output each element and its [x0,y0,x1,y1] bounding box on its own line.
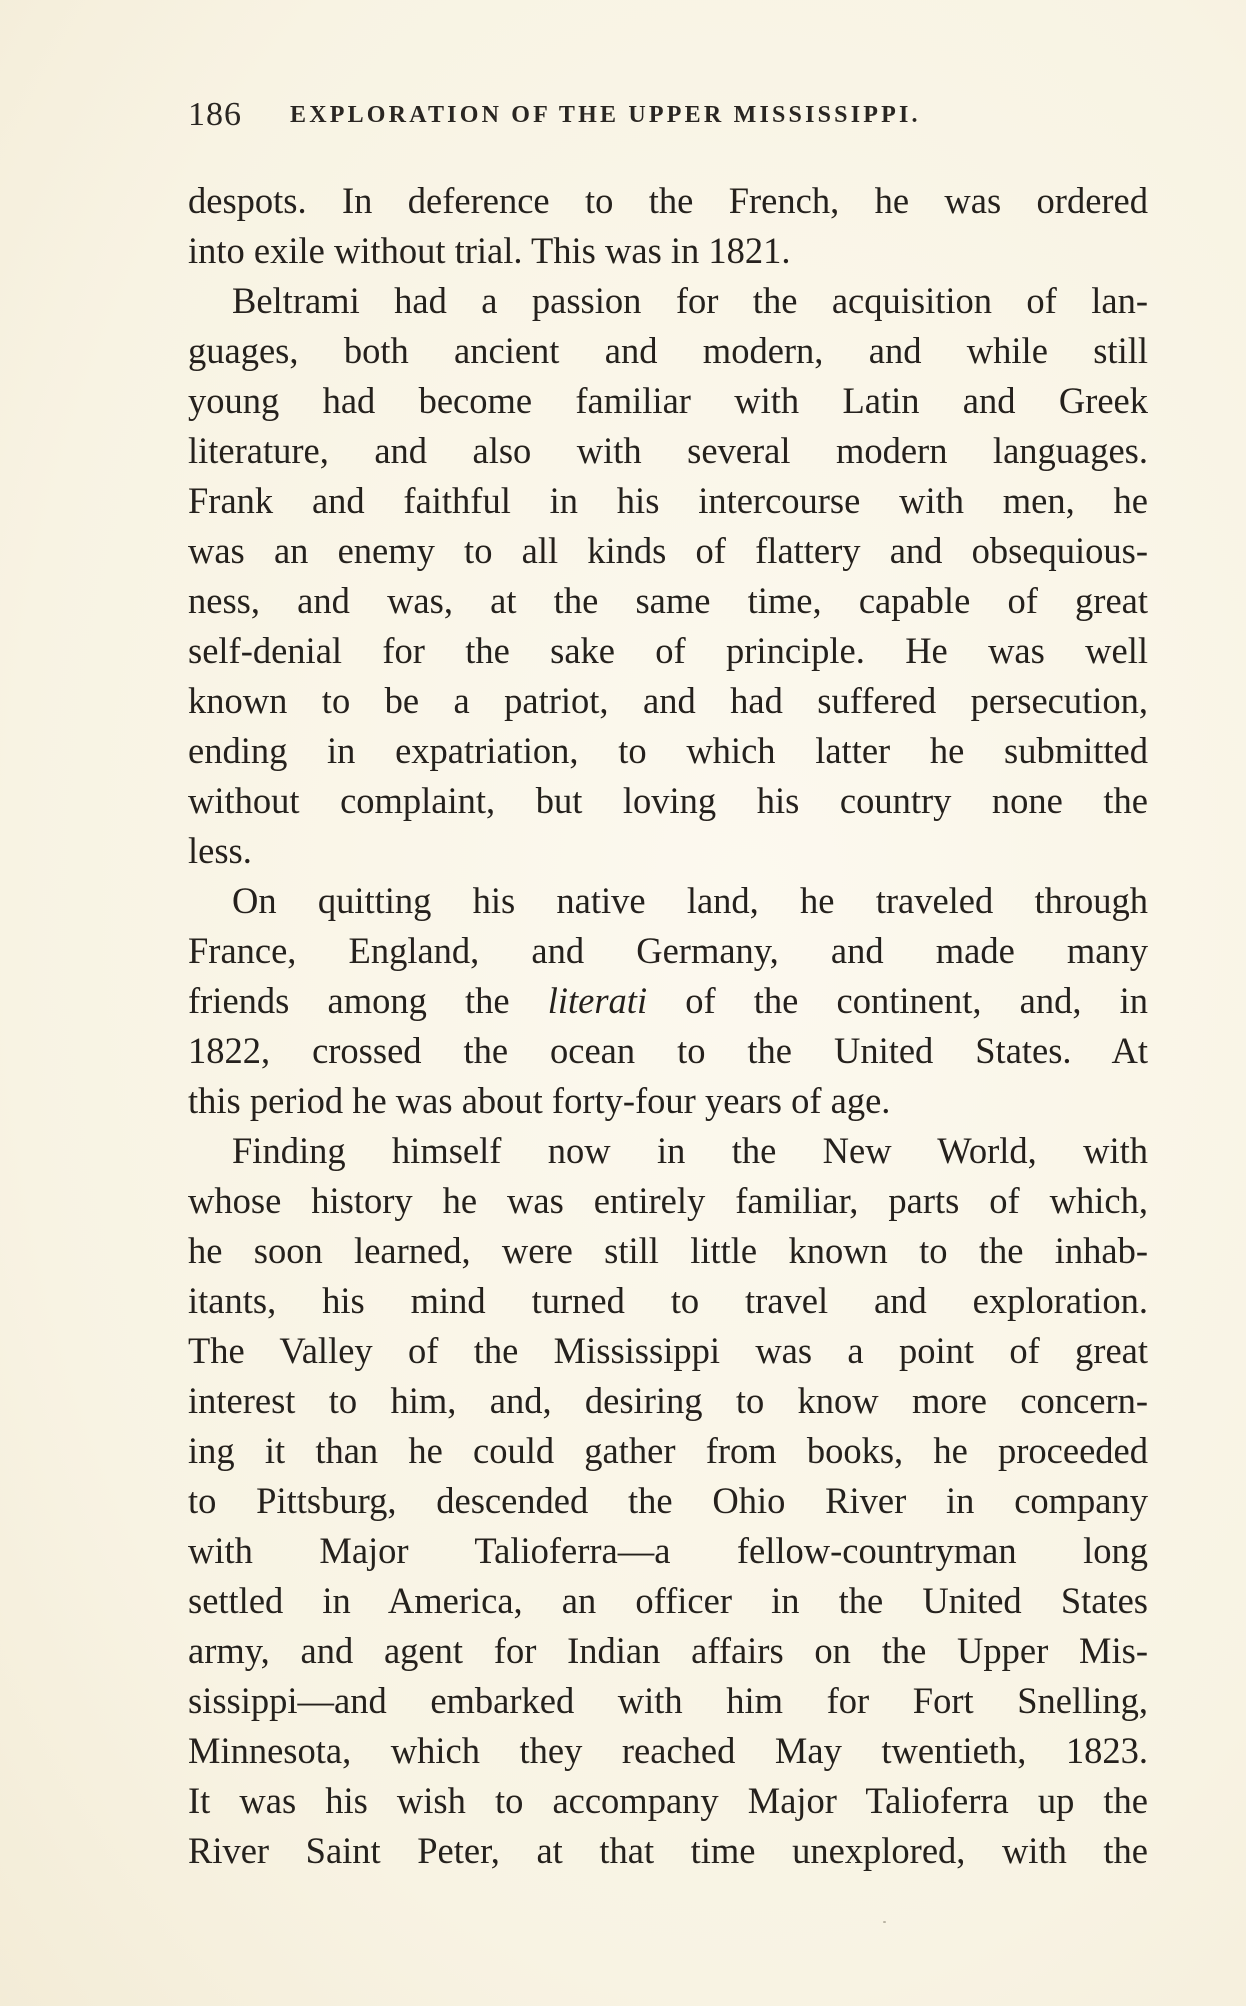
paper-speck [883,1921,886,1923]
text-line: whose history he was entirely familiar, parts of which, [188,1180,1148,1221]
text-line: without complaint, but loving his country none the [188,780,1148,821]
text-segment: of the continent, and, in [647,980,1148,1021]
text-line: was an enemy to all kinds of flattery and obsequious- [188,530,1148,571]
text-line: this period he was about forty-four years of age. [188,1080,891,1121]
text-line: guages, both ancient and modern, and while still [188,330,1148,371]
page-number: 186 [188,96,242,133]
text-line: he soon learned, were still little known to the inhab- [188,1230,1148,1271]
text-line: Minnesota, which they reached May twentieth, 1823. [188,1730,1148,1771]
text-line: ing it than he could gather from books, he proceeded [188,1430,1148,1471]
text-line: Beltrami had a passion for the acquisition of lan- [232,280,1148,321]
text-line-with-italic [188,976,1148,1026]
text-line: Finding himself now in the New World, with [232,1130,1148,1171]
text-line: ness, and was, at the same time, capable of great [188,580,1148,621]
text-line: River Saint Peter, at that time unexplored, with the [188,1830,1148,1871]
text-line: young had become familiar with Latin and Greek [188,380,1148,421]
running-head: EXPLORATION OF THE UPPER MISSISSIPPI. [290,102,921,128]
text-line: literature, and also with several modern languages. [188,430,1148,471]
text-line: itants, his mind turned to travel and exploration. [188,1280,1148,1321]
text-line: interest to him, and, desiring to know more concern- [188,1380,1148,1421]
text-line: army, and agent for Indian affairs on the Upper Mis- [188,1630,1148,1671]
text-line: known to be a patriot, and had suffered persecution, [188,680,1148,721]
text-line: with Major Talioferra—a fellow-countryman long [188,1530,1148,1571]
text-segment: friends among the [188,980,548,1021]
text-line: On quitting his native land, he traveled through [232,880,1148,921]
text-line: Frank and faithful in his intercourse with men, he [188,480,1148,521]
text-line: ending in expatriation, to which latter he submitted [188,730,1148,771]
text-line: less. [188,830,252,871]
text-line: sissippi—and embarked with him for Fort Snelling, [188,1680,1148,1721]
text-line: France, England, and Germany, and made many [188,930,1148,971]
body-text [188,176,1148,1876]
text-line: into exile without trial. This was in 1821. [188,230,791,271]
italic-word: literati [547,980,648,1021]
text-line: settled in America, an officer in the United States [188,1580,1148,1621]
text-line: 1822, crossed the ocean to the United States. At [188,1030,1148,1071]
text-line: self-denial for the sake of principle. He was well [188,630,1148,671]
text-line: The Valley of the Mississippi was a point of great [188,1330,1148,1371]
text-line: It was his wish to accompany Major Talioferra up the [188,1780,1148,1821]
text-line: to Pittsburg, descended the Ohio River in company [188,1480,1148,1521]
text-line: despots. In deference to the French, he was ordered [188,180,1148,221]
page-header [188,96,1148,140]
